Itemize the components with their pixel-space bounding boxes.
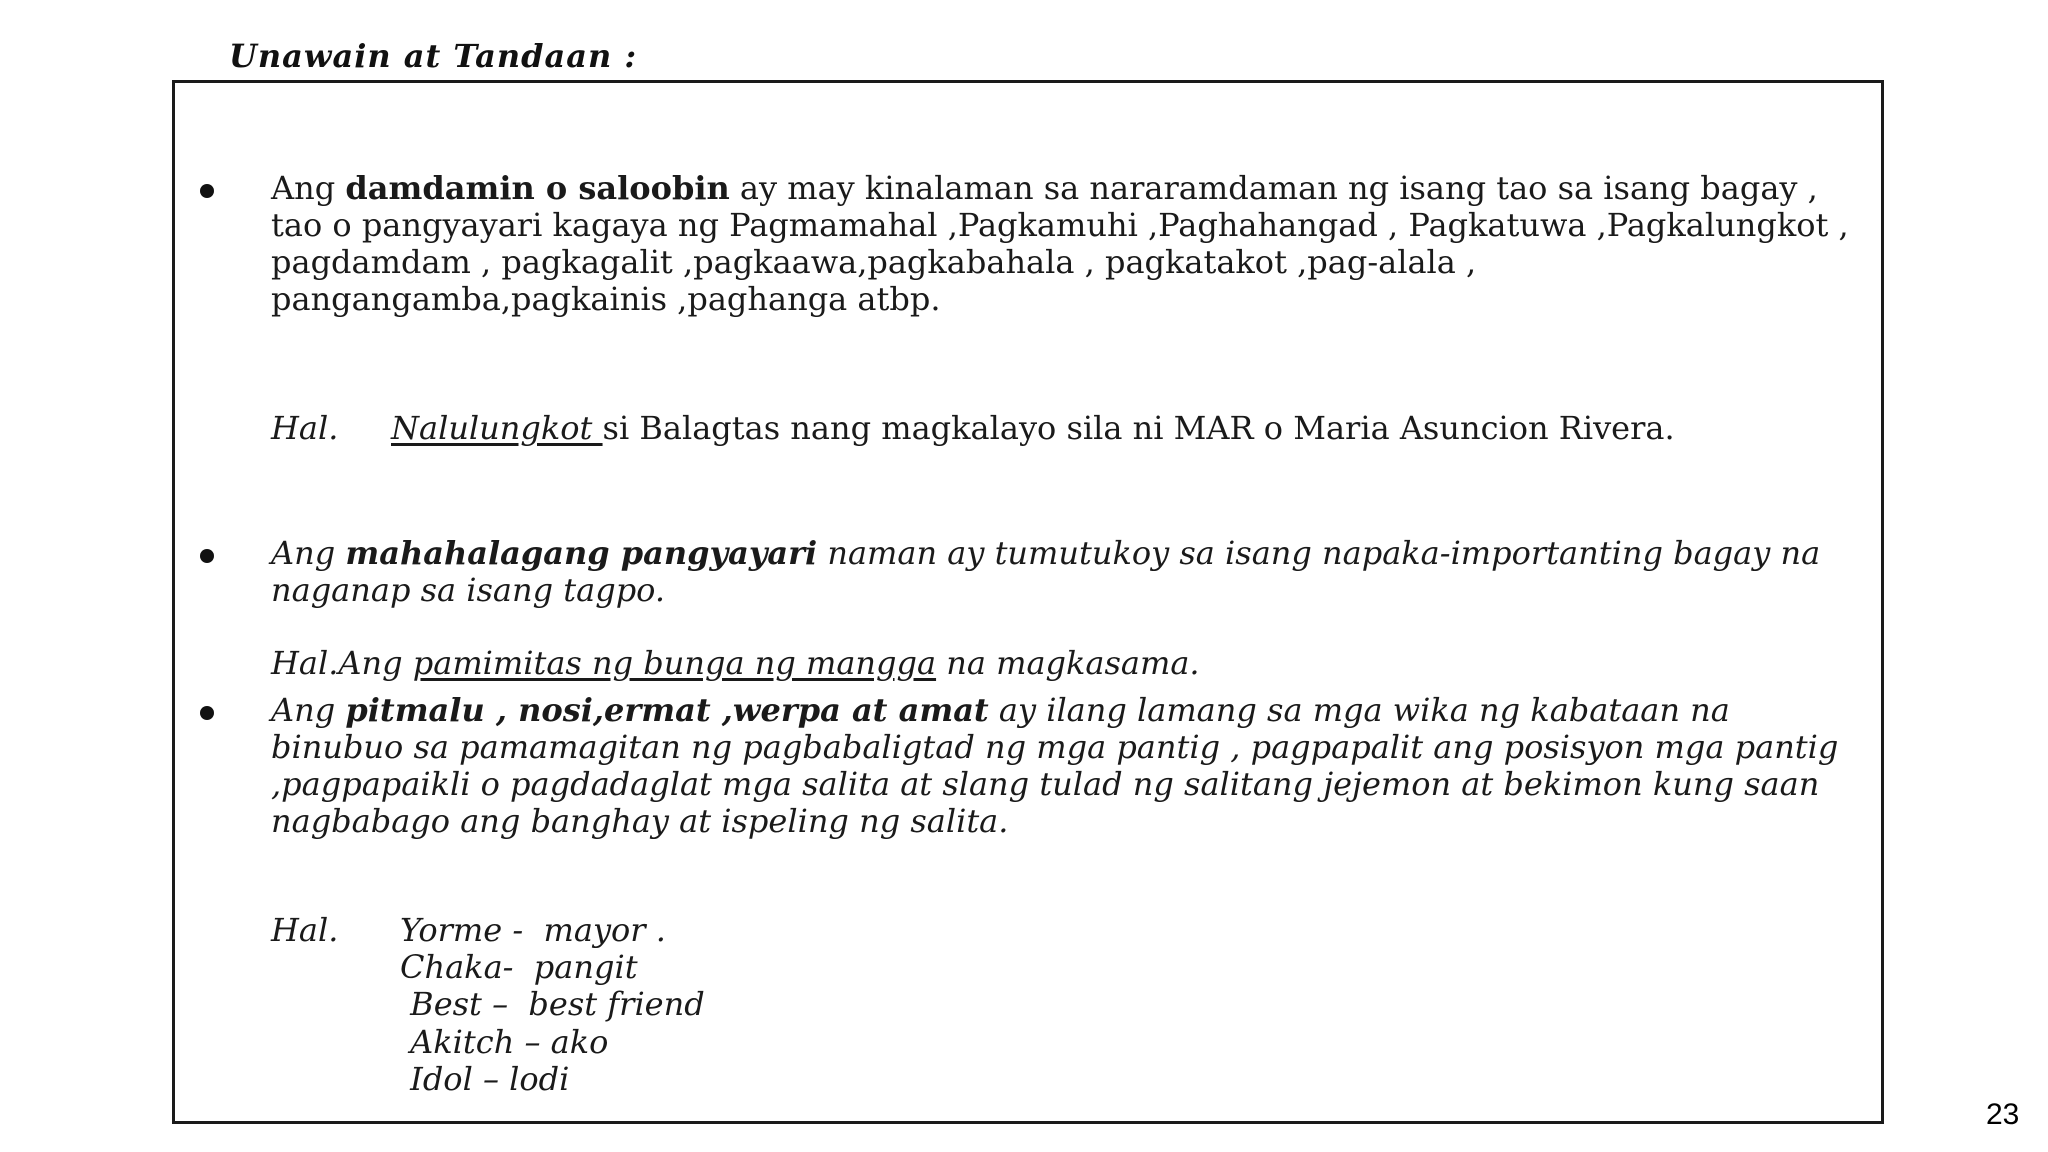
example-label: Hal.	[271, 409, 339, 447]
bullet-3-example-label: Hal.	[271, 911, 339, 949]
page-number: 23	[1986, 1098, 2020, 1131]
example-item: Yorme - mayor .	[400, 911, 666, 949]
bullet-2-example	[271, 645, 1861, 682]
bullet-1-definition: ay may kinalaman sa nararamdaman ng isang tao sa isang bagay , tao o pangyayari kagaya ng Pagmamahal ,Pagkamuhi ,Paghahangad , Pagkatuwa ,Pagkalungkot , pagdamdam , pagkagalit ,pagkaawa,pagkabahala , pagkatakot ,pag-alala , pangangamba,pagkainis ,paghanga atbp.	[271, 169, 1849, 318]
bullet-2-example-underlined: pamimitas ng bunga ng mangga	[412, 644, 937, 682]
bullet-dot	[200, 549, 214, 563]
bullet-2-term: mahahalagang pangyayari	[345, 534, 818, 572]
bullet-3-term: pitmalu , nosi,ermat ,werpa at amat	[345, 691, 989, 729]
bullet-2-definition: naman ay tumutukoy sa isang napaka-importanting bagay na naganap sa isang tagpo.	[271, 534, 1821, 609]
bullet-2-example-rest: na magkasama.	[936, 644, 1200, 682]
bullet-3-definition: ay ilang lamang sa mga wika ng kabataan na binubuo sa pamamagitan ng pagbabaligtad ng mga pantig , pagpapalit ang posisyon mga pantig ,pagpapaikli o pagdadaglat mga salita at slang tulad ng salitang jejemon at bekimon kung saan nagbabago ang banghay at ispeling ng salita.	[271, 691, 1839, 840]
bullet-2-text	[271, 535, 1861, 609]
bullet-3-text	[271, 692, 1861, 840]
bullet-1-lead: Ang	[271, 169, 346, 207]
page-heading: Unawain at Tandaan :	[229, 37, 638, 75]
bullet-1-example-rest: si Balagtas nang magkalayo sila ni MAR o Maria Asuncion Rivera.	[602, 409, 1675, 447]
bullet-1-example-underlined: Nalulungkot	[391, 409, 603, 447]
bullet-1-example	[271, 410, 1861, 447]
example-item: Akitch – ako	[400, 1023, 609, 1061]
bullet-dot	[200, 184, 214, 198]
bullet-1-text	[271, 170, 1861, 318]
bullet-2-example-label: Hal.Ang	[271, 644, 413, 682]
bullet-1-term: damdamin o saloobin	[345, 169, 730, 207]
bullet-3-lead: Ang	[271, 691, 346, 729]
bullet-2-lead: Ang	[271, 534, 346, 572]
example-item: Best – best friend	[400, 985, 705, 1023]
bullet-dot	[200, 706, 214, 720]
example-item: Chaka- pangit	[400, 948, 638, 986]
example-item: Idol – lodi	[400, 1060, 570, 1098]
